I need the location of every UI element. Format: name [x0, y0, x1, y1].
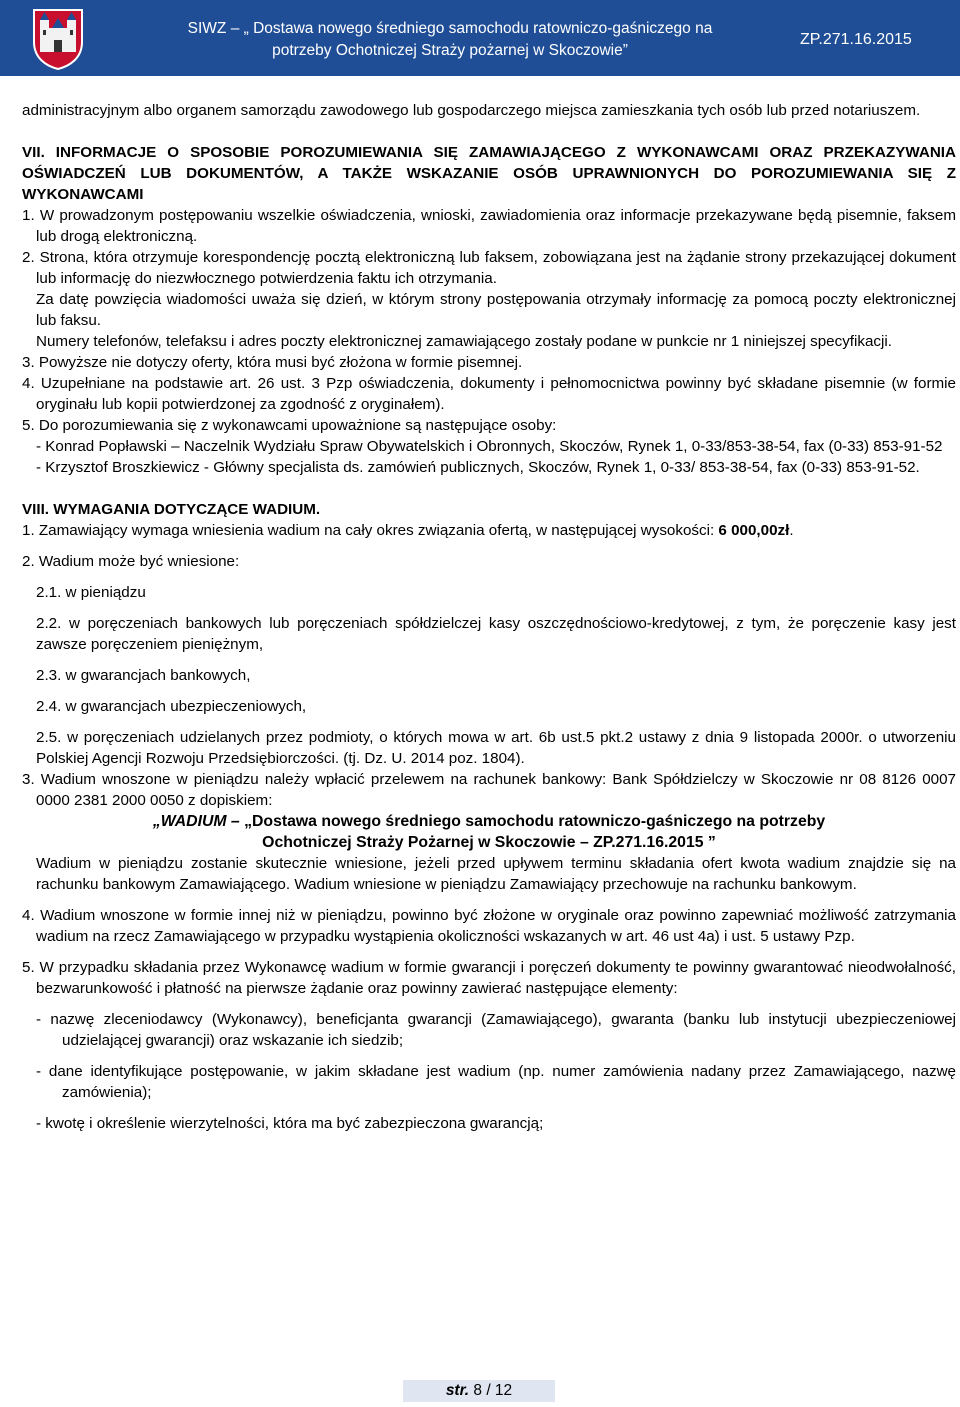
section-8-item-4: 4. Wadium wnoszone w formie innej niż w pieniądzu, powinno być złożone w oryginale oraz powinno zapewniać możliwość zatrzymania wadium na rzecz Zamawiającego w przypadku wystąpienia okoliczności wskazanych w art. 46 ust 4a) i ust. 5 ustawy Pzp.	[22, 907, 956, 945]
wadium-amount: 6 000,00zł	[718, 522, 790, 539]
section-7-item-2-para-c: Numery telefonów, telefaksu i adres poczty elektronicznej zamawiającego zostały podane w punkcie nr 1 niniejszej specyfikacji.	[36, 333, 892, 350]
section-8-item-1: 1. Zamawiający wymaga wniesienia wadium na cały okres związania ofertą, w następującej wysokości: 6 000,00zł.	[22, 522, 794, 539]
section-7-item-3: 3. Powyższe nie dotyczy oferty, która musi być złożona w formie pisemnej.	[22, 354, 523, 371]
guarantee-element-3: - kwotę i określenie wierzytelności, która ma być zabezpieczona gwarancją;	[36, 1115, 544, 1132]
intro-paragraph: administracyjnym albo organem samorządu zawodowego lub gospodarczego miejsca zamieszkania tych osób lub przed notariuszem.	[22, 102, 921, 119]
document-title-line2: potrzeby Ochotniczej Straży pożarnej w Skoczowie”	[272, 42, 628, 59]
section-8-item-2-3: 2.3. w gwarancjach bankowych,	[36, 667, 251, 684]
section-8-item-2-2: 2.2. w poręczeniach bankowych lub poręczeniach spółdzielczej kasy oszczędnościowo-kredytowej, z tym, że poręczenie kasy jest zawsze poręczeniem pieniężnym,	[36, 615, 956, 653]
section-8-item-5: 5. W przypadku składania przez Wykonawcę wadium w formie gwarancji i poręczeń dokumenty te powinny gwarantować nieodwołalność, bezwarunkowość i płatność na pierwsze żądanie oraz powinny zawierać następujące elementy:	[22, 959, 956, 997]
contact-person-2: - Krzysztof Broszkiewicz - Główny specjalista ds. zamówień publicznych, Skoczów, Rynek 1, 0-33/ 853-38-54, fax (0-33) 853-91-52.	[36, 459, 920, 476]
section-7-item-4: 4. Uzupełniane na podstawie art. 26 ust. 3 Pzp oświadczenia, dokumenty i pełnomocnictwa powinny być składane pisemnie (w formie oryginału lub kopii potwierdzonej za zgodność z oryginałem).	[22, 375, 956, 413]
page-label: str.	[445, 1382, 470, 1399]
transfer-title-line2: Ochotniczej Straży Pożarnej w Skoczowie – ZP.271.16.2015 ”	[262, 834, 716, 851]
document-body	[22, 100, 956, 1134]
page-number: 8 / 12	[473, 1382, 513, 1399]
section-8-item-2-5: 2.5. w poręczeniach udzielanych przez podmioty, o których mowa w art. 6b ust.5 pkt.2 ustawy z dnia 9 listopada 2000r. o utworzeniu Polskiej Agencji Rozwoju Przedsiębiorczości. (tj. Dz. U. 2014 poz. 1804).	[36, 729, 956, 767]
section-8-item-2-1: 2.1. w pieniądzu	[36, 584, 146, 601]
section-7-item-1: 1. W prowadzonym postępowaniu wszelkie oświadczenia, wnioski, zawiadomienia oraz informacje przekazywane będą pisemnie, faksem lub drogą elektroniczną.	[22, 207, 956, 245]
city-coat-of-arms-icon	[30, 6, 86, 70]
transfer-title-line1: „WADIUM – „Dostawa nowego średniego samochodu ratowniczo-gaśniczego na potrzeby	[152, 813, 826, 830]
section-7-heading: VII. INFORMACJE O SPOSOBIE POROZUMIEWANIA SIĘ ZAMAWIAJĄCEGO Z WYKONAWCAMI ORAZ PRZEKAZYWANIA OŚWIADCZEŃ LUB DOKUMENTÓW, A TAKŻE WSKAZANIE OSÓB UPRAWNIONYCH DO POROZUMIEWANIA SIĘ Z WYKONAWCAMI	[22, 144, 956, 203]
page-header	[0, 0, 960, 76]
guarantee-element-1: - nazwę zleceniodawcy (Wykonawcy), beneficjanta gwarancji (Zamawiającego), gwaranta (banku lub instytucji ubezpieczeniowej udzielającej gwarancji) oraz wskazanie ich siedzib;	[36, 1011, 956, 1049]
section-8-item-3-para-b: Wadium w pieniądzu zostanie skutecznie wniesione, jeżeli przed upływem terminu składania ofert kwota wadium znajdzie się na rachunku bankowym Zamawiającego. Wadium wniesione w pieniądzu Zamawiający przechowuje na rachunku bankowym.	[36, 855, 956, 893]
reference-number: ZP.271.16.2015	[800, 31, 912, 48]
document-title-line1: SIWZ – „ Dostawa nowego średniego samochodu ratowniczo-gaśniczego na	[187, 20, 713, 37]
section-8-item-2: 2. Wadium może być wniesione:	[22, 553, 240, 570]
section-7-item-2-para-b: Za datę powzięcia wiadomości uważa się dzień, w którym strony postępowania otrzymały informację za pomocą poczty elektronicznej lub faksu.	[36, 291, 956, 329]
section-7-item-5: 5. Do porozumiewania się z wykonawcami upoważnione są następujące osoby:	[22, 417, 557, 434]
contact-person-1: - Konrad Popławski – Naczelnik Wydziału Spraw Obywatelskich i Obronnych, Skoczów, Rynek 1, 0-33/853-38-54, fax (0-33) 853-91-52	[36, 438, 943, 455]
section-7-item-2: 2. Strona, która otrzymuje korespondencję pocztą elektroniczną lub faksem, zobowiązana jest na żądanie strony przekazującej dokument lub informację do niezwłocznego potwierdzenia faktu ich otrzymania.	[22, 249, 956, 287]
section-8-item-2-4: 2.4. w gwarancjach ubezpieczeniowych,	[36, 698, 307, 715]
document-title	[140, 18, 760, 62]
section-8-item-3: 3. Wadium wnoszone w pieniądzu należy wpłacić przelewem na rachunek bankowy: Bank Spółdzielczy w Skoczowie nr 08 8126 0007 0000 2381 2000 0050 z dopiskiem:	[22, 771, 956, 809]
section-8-heading: VIII. WYMAGANIA DOTYCZĄCE WADIUM.	[22, 501, 321, 518]
page-footer	[403, 1380, 555, 1402]
guarantee-element-2: - dane identyfikujące postępowanie, w jakim składane jest wadium (np. numer zamówienia nadany przez Zamawiającego, nazwę zamówienia);	[36, 1063, 956, 1101]
